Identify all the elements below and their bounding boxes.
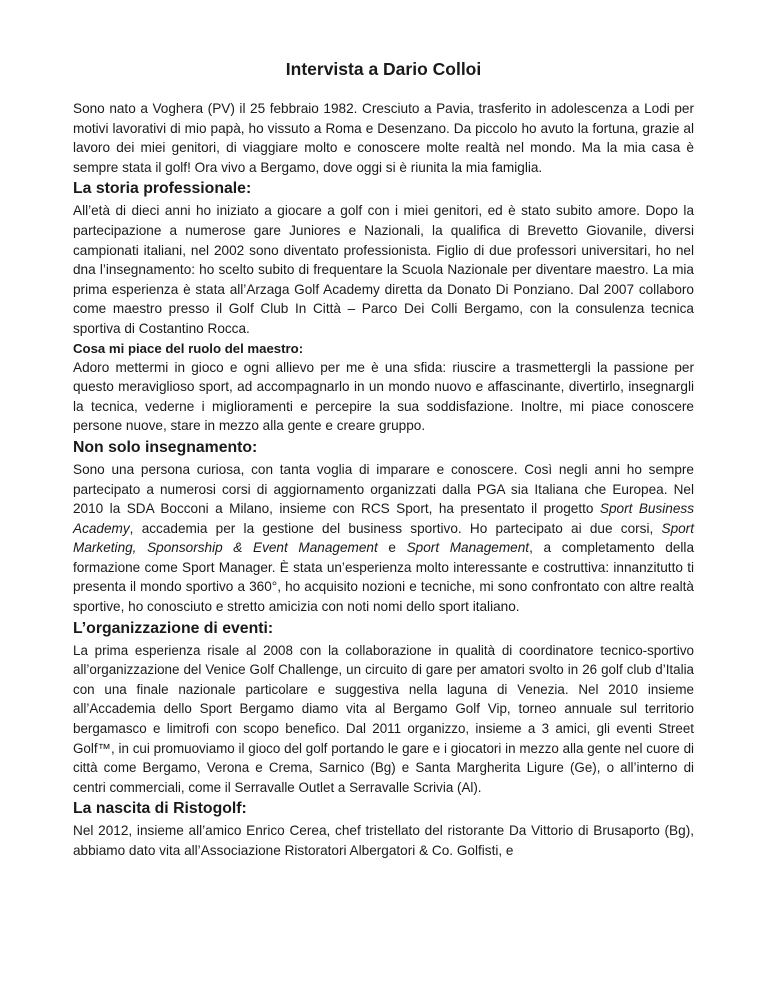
section-paragraph-ristogolf: Nel 2012, insieme all’amico Enrico Cerea, chef tristellato del ristorante Da Vittorio di Brusaporto (Bg), abbiamo dato vita all’Associazione Ristoratori Albergatori & Co. Golfisti, e	[73, 823, 694, 858]
page-title: Intervista a Dario Colloi	[285, 59, 482, 79]
section-heading-eventi: L’organizzazione di eventi:	[73, 619, 274, 637]
section-heading-ristogolf: La nascita di Ristogolf:	[73, 800, 247, 818]
italic-run: Sport Management	[406, 540, 530, 556]
subsection-heading-maestro: Cosa mi piace del ruolo del maestro:	[73, 340, 304, 356]
italic-run: Sport Marketing, Sponsorship & Event Management	[73, 520, 694, 556]
text-run: Sono una persona curiosa, con tanta voglia di imparare e conoscere. Così negli anni ho sempre partecipato a numerosi corsi di aggiornamento organizzati dalla PGA sia Italiana che Europea. Nel 2010 la SDA Bocconi a Milano, insieme con RCS Sport, ha presentato il progetto	[73, 461, 694, 517]
section-heading-insegnamento: Non solo insegnamento:	[73, 438, 258, 456]
section-heading-storia: La storia professionale:	[73, 180, 252, 198]
subsection-paragraph-maestro: Adoro mettermi in gioco e ogni allievo per me è una sfida: riuscire a trasmettergli la passione per questo meraviglioso sport, ad accompagnarlo in un mondo nuovo e affascinante, divertirlo, insegnargli la tecnica, vederne i miglioramenti e percepire la sua soddisfazione. Inoltre, mi piace conoscere persone nuove, stare in mezzo alla gente e creare gruppo.	[73, 359, 694, 434]
section-paragraph-storia: All’età di dieci anni ho iniziato a giocare a golf con i miei genitori, ed è stato subito amore. Dopo la partecipazione a numerose gare Juniores e Nazionali, la qualifica di Brevetto Giovanile, diversi campionati italiani, nel 2002 sono diventato professionista. Figlio di due professori universitari, ho nel dna l’insegnamento: ho scelto subito di frequentare la Scuola Nazionale per diventare maestro. La mia prima esperienza è stata all’Arzaga Golf Academy diretta da Donato Di Ponziano. Dal 2007 collaboro come maestro presso il Golf Club In Città – Parco Dei Colli Bergamo, con la consulenza tecnica sportiva di Costantino Rocca.	[73, 203, 694, 336]
text-run: e	[377, 540, 407, 556]
section-paragraph-eventi: La prima esperienza risale al 2008 con la collaborazione in qualità di coordinatore tecnico-sportivo all’organizzazione del Venice Golf Challenge, un circuito di gare per amatori svolto in 26 golf club d’Italia con una finale nazionale particolare e suggestiva nella laguna di Venezia. Nel 2010 insieme all’Accademia dello Sport Bergamo diamo vita al Bergamo Golf Vip, torneo annuale sul territorio bergamasco e limitrofi con scopo benefico. Dal 2011 organizzo, insieme a 3 amici, gli eventi Street Golf™, in cui promuoviamo il gioco del golf portando le gare e i giocatori in mezzo alla gente nel cuore di città come Bergamo, Verona e Crema, Sarnico (Bg) e Santa Margherita Ligure (Ge), o all’interno di centri commerciali, come il Serravalle Outlet a Serravalle Scrivia (Al).	[73, 642, 694, 795]
italic-run: Sport Business Academy	[73, 501, 694, 536]
section-paragraph-insegnamento	[73, 460, 694, 617]
text-run: , a completamento della formazione come Sport Manager. È stata un’esperienza molto interessante e costruttiva: innanzitutto ti presenta il mondo sportivo a 360°, ho acquisito nozioni e tecniche, mi sono confrontato con altre realtà sportive, ho conosciuto e stretto amicizia con noti nomi dello sport italiano.	[73, 540, 695, 615]
text-run: , accademia per la gestione del business sportivo. Ho partecipato ai due corsi,	[129, 520, 662, 536]
intro-paragraph: Sono nato a Voghera (PV) il 25 febbraio 1982. Cresciuto a Pavia, trasferito in adolescenza a Lodi per motivi lavorativi di mio papà, ho vissuto a Roma e Desenzano. Da piccolo ho avuto la fortuna, grazie al lavoro dei miei genitori, di viaggiare molto e conoscere molte realtà nel mondo. Ma la mia casa è sempre stata il golf! Ora vivo a Bergamo, dove oggi si è riunita la mia famiglia.	[73, 101, 694, 175]
